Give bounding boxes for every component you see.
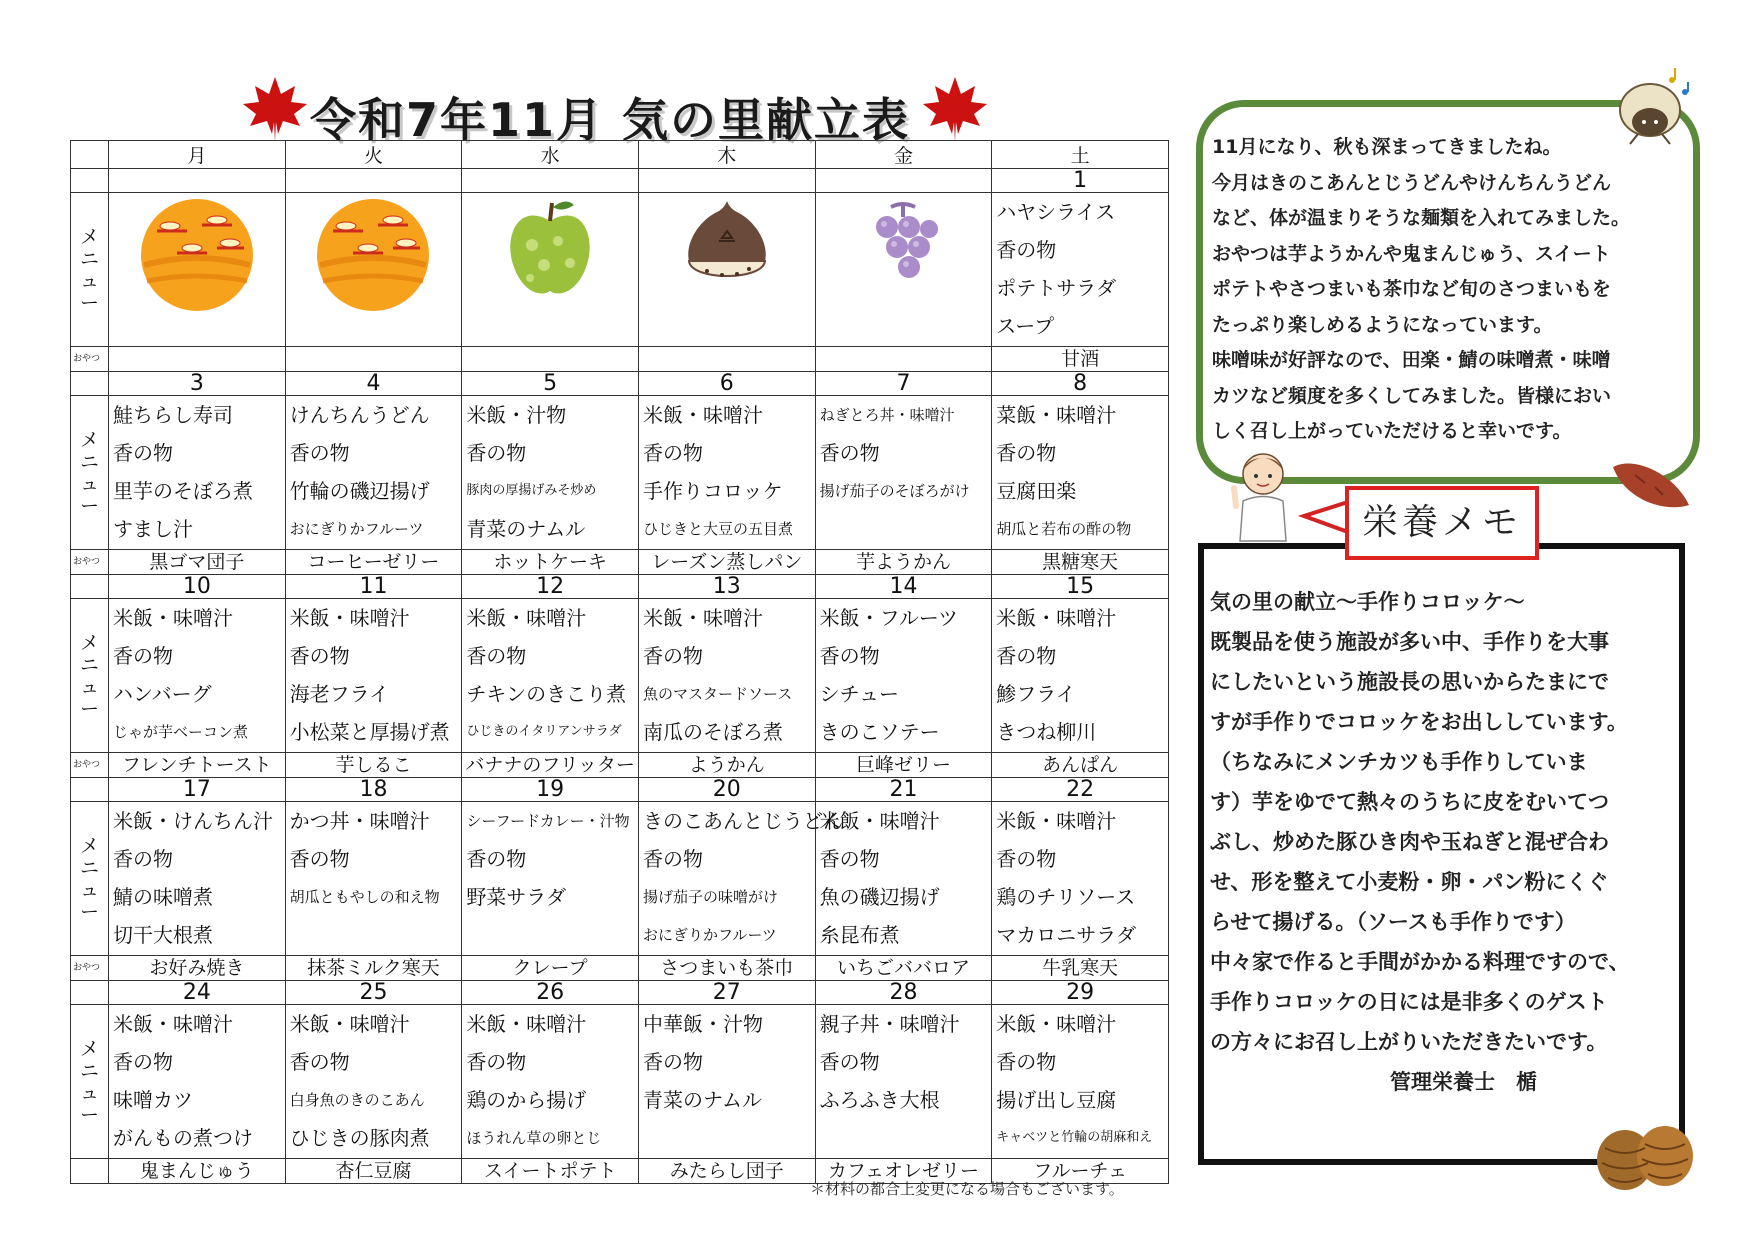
snack-row [71,550,1169,575]
menu-item: ひじきの豚肉煮 [289,1126,430,1150]
snack-cell: 黒ゴマ団子 [109,550,286,575]
menu-item [639,1119,815,1157]
snack-cell: 甘酒 [992,347,1169,372]
menu-item: 糸昆布煮 [819,923,900,947]
menu-row-label: メニュー [71,802,109,956]
menu-item: 揚げ茄子のそぼろがけ [819,482,970,500]
menu-item: きのこソテー [819,720,940,744]
menu-item: マカロニサラダ [996,923,1137,947]
menu-item [286,916,462,954]
snack-cell: フレンチトースト [109,753,286,778]
menu-row-label: メニュー [71,396,109,550]
menu-row [71,802,1169,956]
signature: 管理栄養士 楯 [1390,1070,1537,1094]
date-cell [109,169,286,193]
snack-cell: 黒糖寒天 [992,550,1169,575]
menu-item: 香の物 [996,441,1057,465]
menu-item: 米飯・味噌汁 [289,1012,410,1036]
weekday-sat: 土 [992,141,1169,169]
nutritionist-avatar [1228,446,1298,546]
date-cell: 24 [109,981,286,1005]
menu-row-label: メニュー [71,193,109,347]
date-cell: 22 [992,778,1169,802]
date-cell: 21 [815,778,992,802]
date-cell: 15 [992,575,1169,599]
pinecone-icon [1590,1118,1700,1198]
menu-item: きつね柳川 [996,720,1097,744]
menu-item: 小松菜と厚揚げ煮 [289,720,450,744]
menu-item: 米飯・味噌汁 [289,606,410,630]
menu-cell [462,396,639,550]
snack-cell [285,347,462,372]
menu-item: 香の物 [466,1050,527,1074]
menu-item [816,1119,992,1157]
menu-cell [462,802,639,956]
menu-item: すまし汁 [113,517,193,541]
menu-item: おにぎりかフルーツ [642,926,777,944]
illustration-cell [462,193,639,347]
menu-cell [815,599,992,753]
date-cell: 7 [815,372,992,396]
menu-item: 親子丼・味噌汁 [819,1012,960,1036]
menu-item: チキンのきこり煮 [466,682,627,706]
snack-cell [815,347,992,372]
menu-item: 菜飯・味噌汁 [996,403,1117,427]
snack-cell [638,347,815,372]
menu-cell [638,599,815,753]
menu-item: 香の物 [996,847,1057,871]
page-title: 令和7年11月 気の里献立表 [310,93,911,147]
menu-item: 鮭ちらし寿司 [113,403,233,427]
weekday-header [71,141,1169,169]
menu-row [71,396,1169,550]
date-cell: 27 [638,981,815,1005]
snack-row-label: おやつ [71,347,109,372]
date-row [71,372,1169,396]
menu-cell [638,1005,815,1159]
menu-row-label: メニュー [71,1005,109,1159]
snack-cell: 牛乳寒天 [992,956,1169,981]
menu-cell [992,599,1169,753]
menu-item: けんちんうどん [289,403,430,427]
snack-cell: バナナのフリッター [462,753,639,778]
menu-cell [992,396,1169,550]
snack-row-label: おやつ [71,753,109,778]
cricket-icon [1600,60,1695,150]
date-cell: 13 [638,575,815,599]
menu-item: 揚げ茄子の味噌がけ [642,888,778,906]
menu-item: ポテトサラダ [996,276,1117,300]
date-cell: 1 [992,169,1169,193]
memo-title: 栄養メモ [1345,486,1539,560]
snack-cell: カフェオレゼリー [815,1159,992,1184]
menu-item: 魚の磯辺揚げ [819,885,940,909]
menu-item: 鯵フライ [996,682,1076,706]
menu-row [71,599,1169,753]
menu-item: 青菜のナムル [466,517,586,541]
memo-text: 気の里の献立～手作りコロッケ～ 既製品を使う施設が多い中、手作りを大事 にしたいという施設長の思いからたまにで すが手作りでコロッケをお出ししています。 （ちなみにメンチカツも手作りしていま す）芋をゆでて熱々のうちに皮をむいてつ ぶし、炒めた豚ひき肉や玉ねぎと混ぜ合わ せ、形を整えて小麦粉・卵・パン粉にくぐ らせて揚げる。（ソースも手作りです） 中々家で作ると手間がかかる料理ですので、 手作りコロッケの日には是非多くのゲスト の方々にお召し上がりいただきたいです。 管理栄養士 楯 [1210,582,1680,1102]
snack-cell: さつまいも茶巾 [638,956,815,981]
menu-cell [285,802,462,956]
menu-item [462,916,638,954]
menu-cell [109,396,286,550]
menu-item: 中華飯・汁物 [642,1012,763,1036]
menu-item: 米飯・味噌汁 [996,606,1117,630]
snack-cell [462,347,639,372]
menu-item: 豚肉の厚揚げみそ炒め [466,483,597,498]
menu-item: 味噌カツ [113,1088,193,1112]
menu-item: 香の物 [819,1050,880,1074]
menu-cell [992,1005,1169,1159]
snack-cell: 巨峰ゼリー [815,753,992,778]
dragonfly-moon-icon [132,193,262,323]
menu-item: シーフードカレー・汁物 [466,812,630,830]
snack-row [71,347,1169,372]
date-cell: 8 [992,372,1169,396]
date-cell [285,169,462,193]
menu-item: 香の物 [996,644,1057,668]
message-text: 11月になり、秋も深まってきましたね。 今月はきのこあんとじうどんやけんちんうどん など、体が温まりそうな麺類を入れてみました。 おやつは芋ようかんや鬼まんじゅう、スイート ポテトやさつまいも茶巾など旬のさつまいもを たっぷり楽しめるようになっています。 味噌味が好評なので、田楽・鯖の味噌煮・味噌 カツなど頻度を多くしてみました。皆様におい しく召し上がっていただけると幸いです。 [1212,136,1631,442]
weekday-tue: 火 [285,141,462,169]
date-cell: 26 [462,981,639,1005]
menu-calendar [70,140,1169,1184]
menu-item: 豆腐田楽 [996,479,1077,503]
date-cell: 3 [109,372,286,396]
date-cell: 6 [638,372,815,396]
weekday-thu: 木 [638,141,815,169]
menu-item: 揚げ出し豆腐 [996,1088,1117,1112]
snack-row [71,956,1169,981]
menu-cell [638,396,815,550]
menu-item: ねぎとろ丼・味噌汁 [819,406,955,424]
menu-item: 白身魚のきのこあん [289,1091,425,1109]
date-cell [462,169,639,193]
snack-row [71,753,1169,778]
date-cell [815,169,992,193]
menu-cell [462,1005,639,1159]
menu-item: 香の物 [289,847,350,871]
date-cell [638,169,815,193]
menu-cell [638,802,843,956]
date-cell: 4 [285,372,462,396]
date-cell: 11 [285,575,462,599]
corner-cell [71,141,109,169]
date-cell: 20 [638,778,815,802]
snack-cell: お好み焼き [109,956,286,981]
date-row [71,169,1169,193]
menu-item: 香の物 [819,441,880,465]
date-cell: 25 [285,981,462,1005]
menu-item: 香の物 [996,1050,1057,1074]
date-row [71,981,1169,1005]
menu-cell [815,802,992,956]
date-row [71,575,1169,599]
menu-item: 米飯・味噌汁 [819,809,940,833]
snack-cell: みたらし団子 [638,1159,815,1184]
snack-cell: 芋しるこ [285,753,462,778]
menu-item: 青菜のナムル [642,1088,762,1112]
menu-item: 米飯・味噌汁 [642,606,763,630]
menu-item: ひじきと大豆の五目煮 [642,520,793,538]
menu-item: 香の物 [819,847,880,871]
menu-item: 米飯・味噌汁 [113,606,233,630]
menu-item: 香の物 [466,441,527,465]
maple-leaf-icon [920,74,990,144]
menu-row [71,1005,1169,1159]
menu-item: シチュー [819,682,900,706]
menu-item: 香の物 [466,644,527,668]
menu-item: ひじきのイタリアンサラダ [466,724,622,739]
menu-item: 米飯・味噌汁 [466,1012,587,1036]
menu-item: ほうれん草の卵とじ [466,1129,602,1147]
menu-cell [462,599,639,753]
menu-cell [109,1005,286,1159]
menu-item: 米飯・味噌汁 [996,809,1117,833]
date-cell: 28 [815,981,992,1005]
grapes-icon [853,193,953,293]
menu-item: 鶏のチリソース [996,885,1136,909]
menu-item: 香の物 [289,644,350,668]
date-cell: 19 [462,778,639,802]
weekday-mon: 月 [109,141,286,169]
snack-cell: レーズン蒸しパン [638,550,815,575]
menu-item: 香の物 [996,238,1057,262]
menu-item: 香の物 [819,644,880,668]
snack-cell: あんぱん [992,753,1169,778]
menu-item: 鶏のから揚げ [466,1088,587,1112]
menu-item: じゃが芋ベーコン煮 [113,723,249,741]
menu-item: 竹輪の磯辺揚げ [289,479,430,503]
date-cell: 14 [815,575,992,599]
menu-item: 海老フライ [289,682,390,706]
menu-item: 魚のマスタードソース [642,685,793,703]
snack-row-label: おやつ [71,550,109,575]
menu-cell [285,599,462,753]
snack-cell: フルーチェ [992,1159,1169,1184]
menu-item: 胡瓜ともやしの和え物 [289,888,440,906]
snack-cell: ようかん [638,753,815,778]
snack-row-label: おやつ [71,956,109,981]
menu-item: かつ丼・味噌汁 [289,809,430,833]
date-cell: 18 [285,778,462,802]
menu-item: キャベツと竹輪の胡麻和え [996,1130,1153,1145]
menu-cell [992,193,1169,347]
menu-item: 米飯・汁物 [466,403,567,427]
weekday-wed: 水 [462,141,639,169]
menu-cell [285,396,462,550]
menu-item: 香の物 [113,644,173,668]
menu-item: 野菜サラダ [466,885,567,909]
weekday-fri: 金 [815,141,992,169]
date-cell: 17 [109,778,286,802]
date-row [71,778,1169,802]
snack-cell: コーヒーゼリー [285,550,462,575]
menu-item: 香の物 [642,644,703,668]
snack-cell: スイートポテト [462,1159,639,1184]
snack-cell: ホットケーキ [462,550,639,575]
date-cell: 12 [462,575,639,599]
menu-item: ふろふき大根 [819,1088,940,1112]
menu-item: きのこあんとじうどん [642,809,843,833]
sweet-potato-icon [1605,455,1695,515]
menu-cell [109,802,286,956]
menu-row [71,193,1169,347]
menu-row-label: メニュー [71,599,109,753]
snack-cell: クレープ [462,956,639,981]
menu-item: スープ [996,314,1055,338]
menu-item: ハヤシライス [996,200,1116,224]
menu-item: 米飯・味噌汁 [642,403,763,427]
menu-item: 香の物 [289,1050,350,1074]
menu-item: 里芋のそぼろ煮 [113,479,253,503]
chestnut-icon [677,193,777,293]
menu-item: 香の物 [289,441,350,465]
date-cell: 5 [462,372,639,396]
snack-cell: 鬼まんじゅう [109,1159,286,1184]
menu-item: 香の物 [466,847,527,871]
illustration-cell [109,193,286,347]
illustration-cell [815,193,992,347]
menu-cell [285,1005,462,1159]
menu-item: 米飯・フルーツ [819,606,959,630]
menu-cell [109,599,286,753]
menu-item: 手作りコロッケ [642,479,783,503]
menu-item: 香の物 [642,441,703,465]
tag-pointer-icon [1300,498,1350,538]
menu-item: 南瓜のそぼろ煮 [642,720,783,744]
snack-cell: 杏仁豆腐 [285,1159,462,1184]
snack-cell: 抹茶ミルク寒天 [285,956,462,981]
menu-item: おにぎりかフルーツ [289,520,424,538]
dragonfly-moon-icon [308,193,438,323]
menu-item: 香の物 [113,847,173,871]
menu-cell [992,802,1169,956]
date-cell: 29 [992,981,1169,1005]
menu-item: 鯖の味噌煮 [113,885,213,909]
menu-item [816,510,992,548]
menu-cell [815,396,992,550]
menu-item: 香の物 [113,1050,173,1074]
menu-item: ハンバーグ [113,682,212,706]
menu-item: 米飯・けんちん汁 [113,809,273,833]
menu-item: 香の物 [642,1050,703,1074]
snack-cell: いちごババロア [815,956,992,981]
menu-item: がんもの煮つけ [113,1126,253,1150]
snack-cell: 芋ようかん [815,550,992,575]
menu-item: 胡瓜と若布の酢の物 [996,520,1132,538]
menu-item: 香の物 [113,441,173,465]
date-cell: 10 [109,575,286,599]
illustration-cell [638,193,815,347]
menu-cell [815,1005,992,1159]
menu-item: 香の物 [642,847,703,871]
menu-item: 切干大根煮 [113,923,213,947]
menu-item: 米飯・味噌汁 [113,1012,233,1036]
menu-item: 米飯・味噌汁 [996,1012,1117,1036]
green-apple-icon [500,193,600,303]
menu-item: 米飯・味噌汁 [466,606,587,630]
illustration-cell [285,193,462,347]
maple-leaf-icon [240,74,310,144]
snack-cell [109,347,286,372]
footnote: ＊材料の都合上変更になる場合もございます。 [810,1180,1124,1198]
